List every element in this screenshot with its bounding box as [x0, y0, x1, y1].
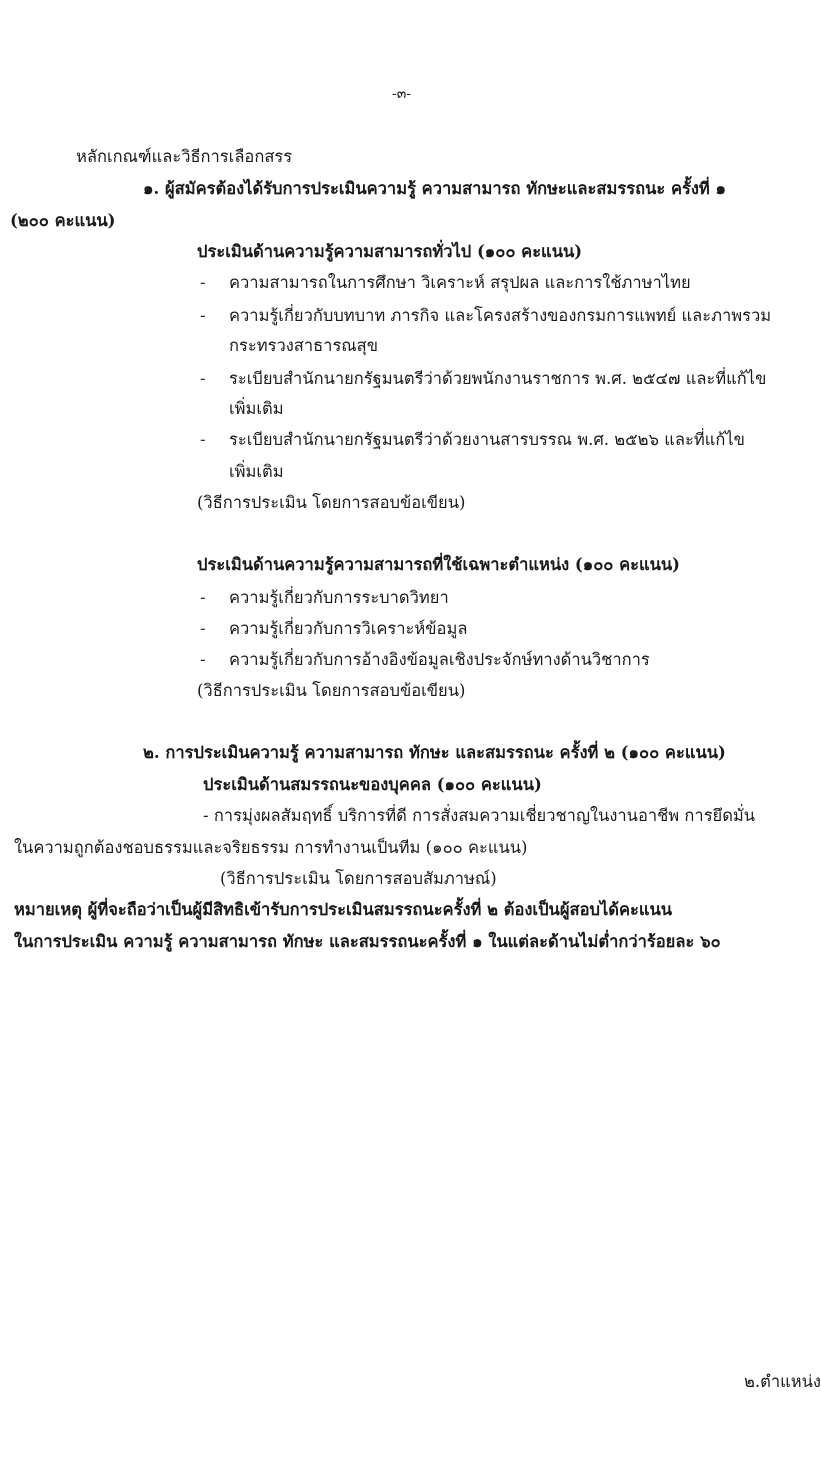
list-bullet: - [200, 273, 206, 292]
specific-item-2: ความรู้เกี่ยวกับการวิเคราะห์ข้อมูล [229, 619, 468, 638]
general-item-2-cont: กระทรวงสาธารณสุข [229, 336, 378, 355]
general-item-3-cont: เพิ่มเติม [229, 399, 284, 418]
list-bullet: - [200, 650, 206, 669]
general-item-4: ระเบียบสำนักนายกรัฐมนตรีว่าด้วยงานสารบรรณ พ.ศ. ๒๕๒๖ และที่แก้ไข [229, 430, 745, 449]
specific-title: ประเมินด้านความรู้ความสามารถที่ใช้เฉพาะตำแหน่ง (๑๐๐ คะแนน) [197, 555, 680, 574]
list-bullet: - [200, 430, 206, 449]
page-number: -๓- [392, 86, 412, 102]
specific-method: (วิธีการประเมิน โดยการสอบข้อเขียน) [197, 681, 466, 700]
list-bullet: - [200, 306, 206, 325]
footer-continuation: ๒.ตำแหน่ง [744, 1372, 821, 1391]
general-title: ประเมินด้านความรู้ความสามารถทั่วไป (๑๐๐ คะแนน) [197, 242, 583, 261]
general-item-2: ความรู้เกี่ยวกับบทบาท ภารกิจ และโครงสร้างของกรมการแพทย์ และภาพรวม [229, 306, 772, 325]
general-item-1: ความสามารถในการศึกษา วิเคราะห์ สรุปผล และการใช้ภาษาไทย [229, 273, 691, 292]
section2-title: ๒. การประเมินความรู้ ความสามารถ ทักษะ และสมรรถนะ ครั้งที่ ๒ (๑๐๐ คะแนน) [143, 743, 726, 762]
list-bullet: - [200, 588, 206, 607]
general-item-3: ระเบียบสำนักนายกรัฐมนตรีว่าด้วยพนักงานราชการ พ.ศ. ๒๕๔๗ และที่แก้ไข [229, 369, 767, 388]
general-method: (วิธีการประเมิน โดยการสอบข้อเขียน) [197, 493, 466, 512]
specific-item-1: ความรู้เกี่ยวกับการระบาดวิทยา [229, 588, 449, 607]
section1-title-line2: (๒๐๐ คะแนน) [10, 211, 116, 230]
specific-item-3: ความรู้เกี่ยวกับการอ้างอิงข้อมูลเชิงประจักษ์ทางด้านวิชาการ [229, 650, 650, 669]
section2-line1: - การมุ่งผลสัมฤทธิ์ บริการที่ดี การสั่งสมความเชี่ยวชาญในงานอาชีพ การยึดมั่น [203, 806, 756, 825]
section2-method: (วิธีการประเมิน โดยการสอบสัมภาษณ์) [220, 869, 497, 888]
section2-subtitle: ประเมินด้านสมรรถนะของบุคคล (๑๐๐ คะแนน) [203, 775, 542, 794]
section2-line2: ในความถูกต้องชอบธรรมและจริยธรรม การทำงานเป็นทีม (๑๐๐ คะแนน) [14, 838, 528, 857]
general-item-4-cont: เพิ่มเติม [229, 462, 284, 481]
list-bullet: - [200, 619, 206, 638]
note-line1: หมายเหตุ ผู้ที่จะถือว่าเป็นผู้มีสิทธิเข้ารับการประเมินสมรรถนะครั้งที่ ๒ ต้องเป็นผู้สอบได้คะแนน [14, 900, 673, 919]
note-line2: ในการประเมิน ความรู้ ความสามารถ ทักษะ และสมรรถนะครั้งที่ ๑ ในแต่ละด้านไม่ต่ำกว่าร้อยละ ๖๐ [14, 932, 721, 951]
list-bullet: - [200, 369, 206, 388]
heading: หลักเกณฑ์และวิธีการเลือกสรร [76, 147, 293, 166]
section1-title-line1: ๑. ผู้สมัครต้องได้รับการประเมินความรู้ ความสามารถ ทักษะและสมรรถนะ ครั้งที่ ๑ [143, 179, 727, 198]
